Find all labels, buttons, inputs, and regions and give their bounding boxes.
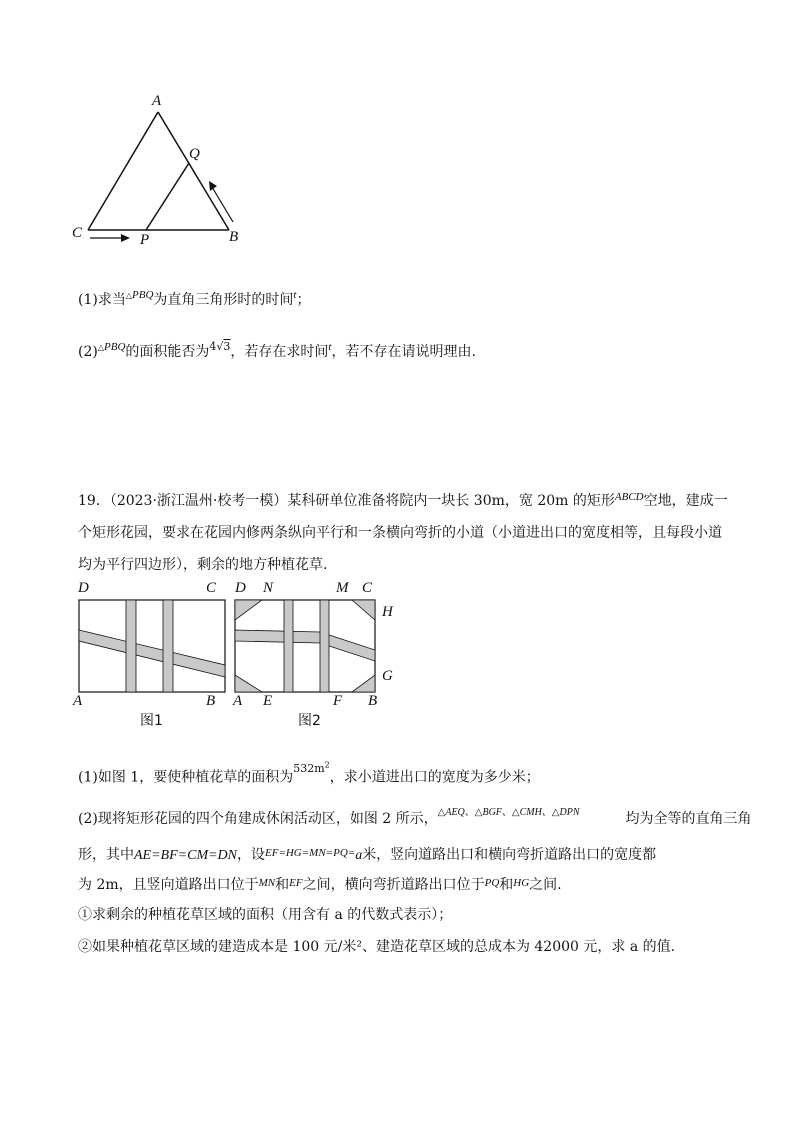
fig2-caption: 图2 [298,713,321,729]
label-p: P [140,232,150,248]
fig1-label-b: B [206,693,216,709]
fig2-corner-c [352,600,375,620]
subquestion-2-line1: (2)现将矩形花园的四个角建成休闲活动区，如图 2 所示，$^{\triangle AEQ、\triangle BGF、\triangle CMH、\triangle DPN}$ 均为全等的直角三角 [78,807,752,827]
label-b: B [229,229,239,245]
fig2-label-b: B [368,693,378,709]
fig2-label-d: D [235,580,246,596]
fig2-label-c: C [362,580,373,596]
fig2-corner-d [235,600,262,620]
fig2-road-vertical-1 [284,600,293,692]
subquestion-1: (1)如图 1，要使种植花草的面积为$^{532m^2}$，求小道进出口的宽度为多少米； [78,760,540,786]
fig2-label-e: E [263,693,273,709]
label-a: A [152,93,162,109]
fig2-label-n: N [263,580,274,596]
fig1-label-c: C [206,580,217,596]
fig2-corner-b [352,675,375,692]
subquestion-2-line2: 形，其中AE=BF=CM=DN，设$^{EF=HG=MN=PQ=}$a米，竖向道路出口和横向弯折道路出口的宽度都 [78,847,657,863]
subquestion-2-part-1: ①求剩余的种植花草区域的面积（用含有 a 的代数式表示）； [78,907,453,923]
subquestion-2-line3: 为 2m，且竖向道路出口位于$^{MN}$和$^{EF}$之间，横向弯折道路出口位于$^{PQ}$和$^{HG}$之间. [78,877,562,893]
fig1-caption: 图1 [140,713,163,729]
label-q: Q [189,146,200,162]
label-c: C [72,225,83,241]
question-1: (1)求当$^{\triangle PBQ}$为直角三角形时的时间$^t$； [78,289,311,308]
fig2-label-g: G [382,668,393,684]
fig2-label-f: F [333,693,343,709]
fig1-label-d: D [78,580,89,596]
question-2: $(2)^{\triangle PBQ}$的面积能否为$^{4√3}$，若存在求时间$^t$，若不存在请说明理由. [78,340,476,360]
fig2-road-horizontal [235,630,375,661]
fig2-road-vertical-2 [320,600,329,692]
fig1-label-a: A [73,693,83,709]
fig2-label-h: H [382,604,393,620]
problem-19-line1: 19．（2023·浙江温州·校考一模）某科研单位准备将院内一块长 30m，宽 20m 的矩形$^{ABCD}$空地，建成一 [78,491,728,509]
subquestion-2-part-2: ②如果种植花草区域的建造成本是 100 元/米²、建造花草区域的总成本为 42000 元，求 a 的值. [78,939,676,955]
problem-19-line2: 个矩形花园，要求在花园内修两条纵向平行和一条横向弯折的小道（小道进出口的宽度相等，且每段小道 [78,525,722,541]
fig2-corner-a [235,675,262,692]
problem-19-line3: 均为平行四边形），剩余的地方种植花草. [78,557,328,573]
fig2-label-a: A [233,693,243,709]
fig2-label-m: M [336,580,349,596]
